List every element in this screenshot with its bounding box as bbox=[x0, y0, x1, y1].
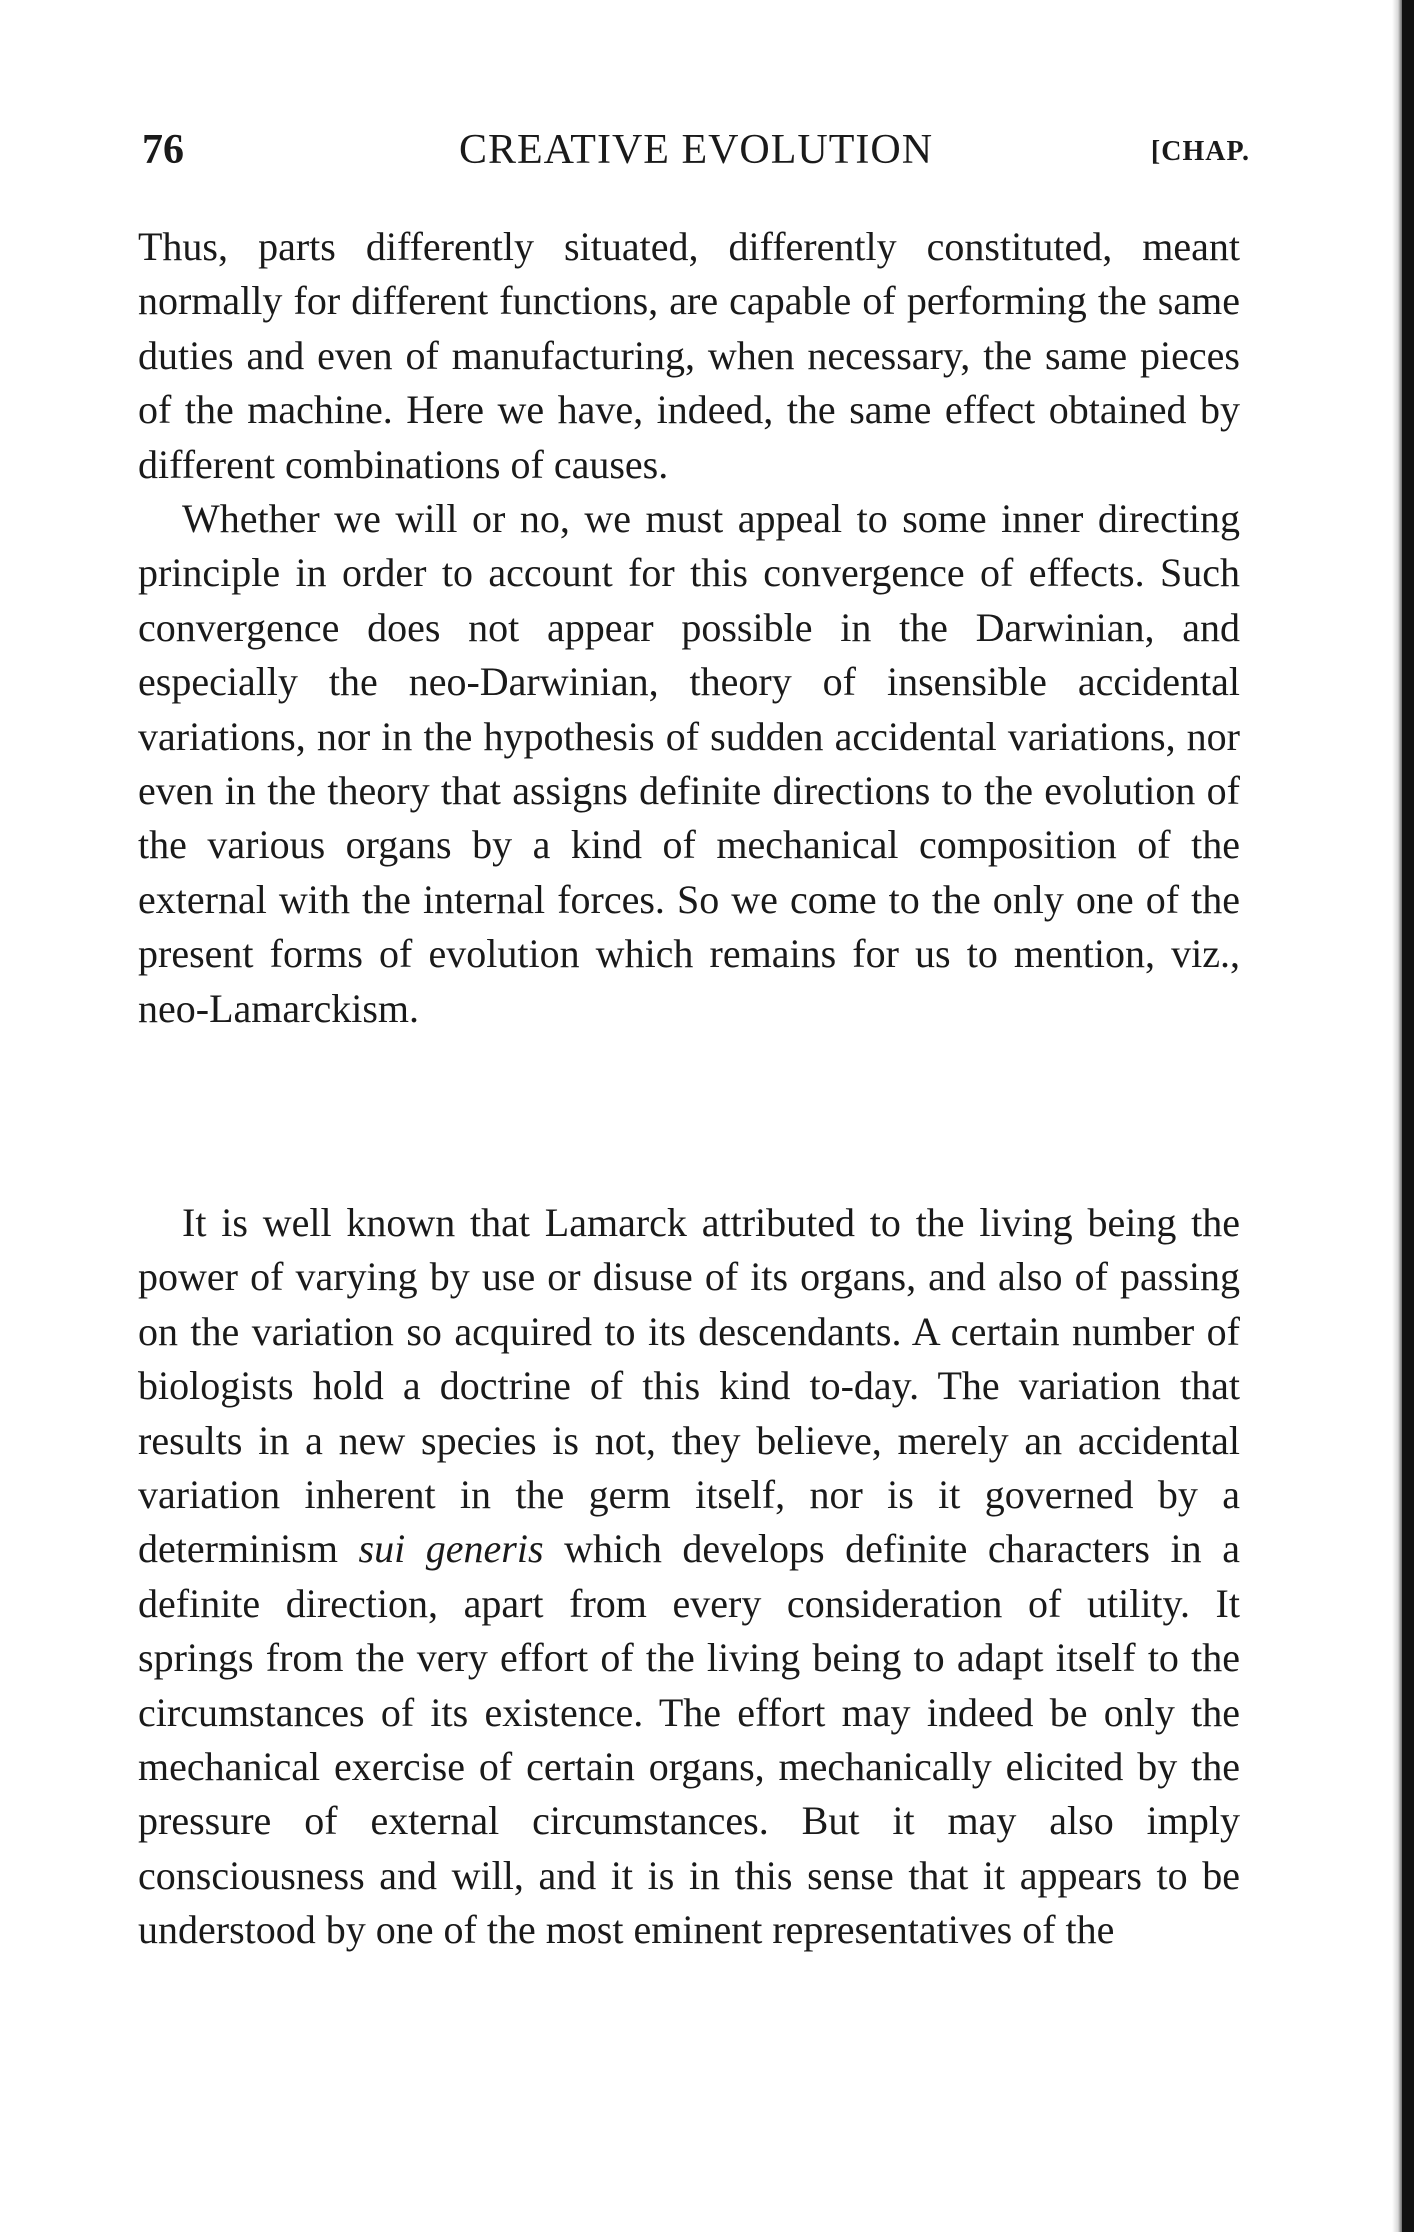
paragraph-3-part-2: which develops definite characters in a definite direction, apart from every consideration of utility. It springs from the very effort of the living being to adapt itself to the circumstances of its existence. The effort may indeed be only the mechanical exercise of certain organs, mechanically elicited by the pressure of external circumstances. But it may also imply consciousness and will, and it is in this sense that it appears to be understood by one of the most eminent representatives of the bbox=[138, 1526, 1240, 1953]
chapter-mark: [CHAP. bbox=[1150, 136, 1250, 167]
paragraph-3-italic: sui generis bbox=[358, 1526, 544, 1572]
text-block-lower bbox=[138, 1196, 1240, 1958]
paragraph-3-part-1: It is well known that Lamarck attributed to the living being the power of varying by use or disuse of its organs, and also of passing on the variation so acquired to its descendants. A certain number of biologists hold a doctrine of this kind to-day. The variation that results in a new species is not, they believe, merely an accidental variation inherent in the germ itself, nor is it governed by a determinism bbox=[138, 1200, 1240, 1572]
page-number: 76 bbox=[142, 127, 184, 173]
page-edge-shadow bbox=[1392, 0, 1402, 2232]
paragraph-2: Whether we will or no, we must appeal to some inner directing principle in order to account for this convergence of effects. Such convergence does not appear possible in the Darwinian, and especially the neo-Darwinian, theory of insensible accidental variations, nor in the hypothesis of sudden accidental variations, nor even in the theory that assigns definite directions to the evolution of the various organs by a kind of mechanical composition of the external with the internal forces. So we come to the only one of the present forms of evolution which remains for us to mention, viz., neo-Lamarckism. bbox=[138, 496, 1240, 1031]
running-title: CREATIVE EVOLUTION bbox=[458, 127, 934, 173]
paragraph-1: Thus, parts differently situated, differently constituted, meant normally for different functions, are capable of performing the same duties and even of manufacturing, when necessary, the same pieces of the machine. Here we have, indeed, the same effect obtained by different combinations of causes. bbox=[138, 224, 1240, 487]
page-edge bbox=[1402, 0, 1414, 2232]
paragraph-3 bbox=[138, 1196, 1240, 1958]
page-header bbox=[142, 126, 1250, 186]
text-block-upper bbox=[138, 220, 1240, 1036]
